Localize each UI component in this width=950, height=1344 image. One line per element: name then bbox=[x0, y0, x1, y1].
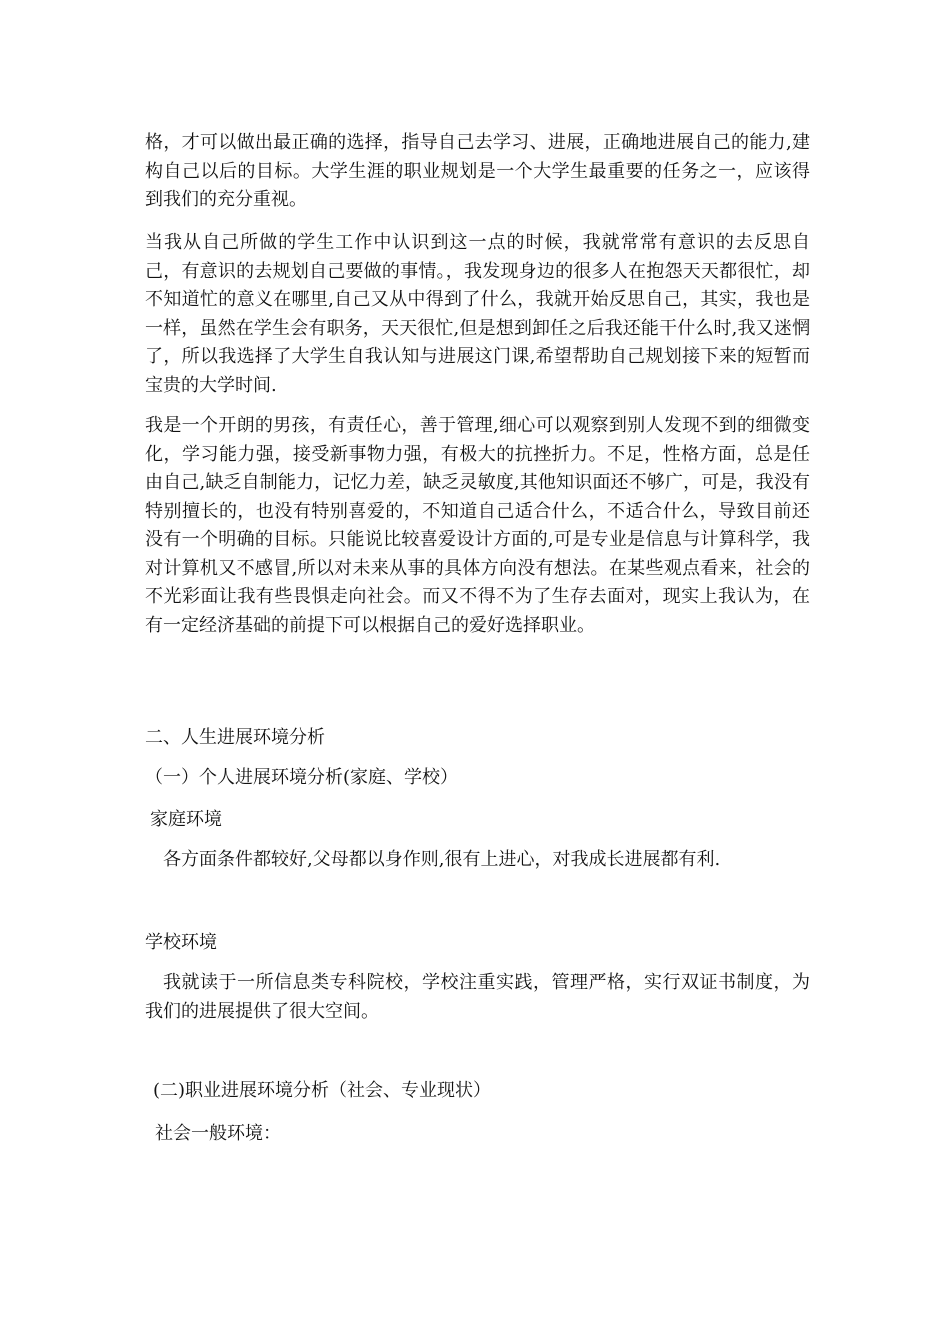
text-school-environment: 我就读于一所信息类专科院校，学校注重实践，管理严格，实行双证书制度，为我们的进展提供了很大空间。 bbox=[145, 972, 810, 1022]
heading-school-environment: 学校环境 bbox=[145, 932, 217, 953]
paragraph-student-work-reflection: 当我从自己所做的学生工作中认识到这一点的时候，我就常常有意识的去反思自己，有意识的去规划自己要做的事情。，我发现身边的很多人在抱怨天天都很忙，却不知道忙的意义在哪里,自己又从中得到了什么，我就开始反思自己，其实，我也是一样，虽然在学生会有职务，天天很忙,但是想到卸任之后我还能干什么时,我又迷惘了，所以我选择了大学生自我认知与进展这门课,希望帮助自己规划接下来的短暂而宝贵的大学时间. bbox=[145, 232, 810, 396]
paragraph-self-assessment: 我是一个开朗的男孩，有责任心，善于管理,细心可以观察到别人发现不到的细微变化，学习能力强，接受新事物力强，有极大的抗挫折力。不足，性格方面，总是任由自己,缺乏自制能力，记忆力差，缺乏灵敏度,其他知识面还不够广，可是，我没有特别擅长的，也没有特别喜爱的，不知道自己适合什么，不适合什么，导致目前还没有一个明确的目标。只能说比较喜爱设计方面的,可是专业是信息与计算科学，我对计算机又不感冒,所以对未来从事的具体方向没有想法。在某些观点看来，社会的不光彩面让我有些畏惧走向社会。而又不得不为了生存去面对，现实上我认为，在有一定经济基础的前提下可以根据自己的爱好选择职业。 bbox=[145, 415, 810, 636]
paragraph-goal-planning: 格，才可以做出最正确的选择，指导自己去学习、进展，正确地进展自己的能力,建构自己以后的目标。大学生涯的职业规划是一个大学生最重要的任务之一，应该得到我们的充分重视。 bbox=[145, 132, 810, 210]
text-family-environment: 各方面条件都较好,父母都以身作则,很有上进心，对我成长进展都有利. bbox=[163, 849, 721, 870]
section-heading-environment-analysis: 二、人生进展环境分析 bbox=[145, 727, 325, 748]
subheading-personal-environment: （一）个人进展环境分析(家庭、学校） bbox=[145, 767, 459, 788]
heading-society-environment: 社会一般环境： bbox=[155, 1123, 281, 1144]
heading-family-environment: 家庭环境 bbox=[150, 809, 222, 830]
subheading-career-environment: (二)职业进展环境分析（社会、专业现状） bbox=[153, 1080, 492, 1101]
